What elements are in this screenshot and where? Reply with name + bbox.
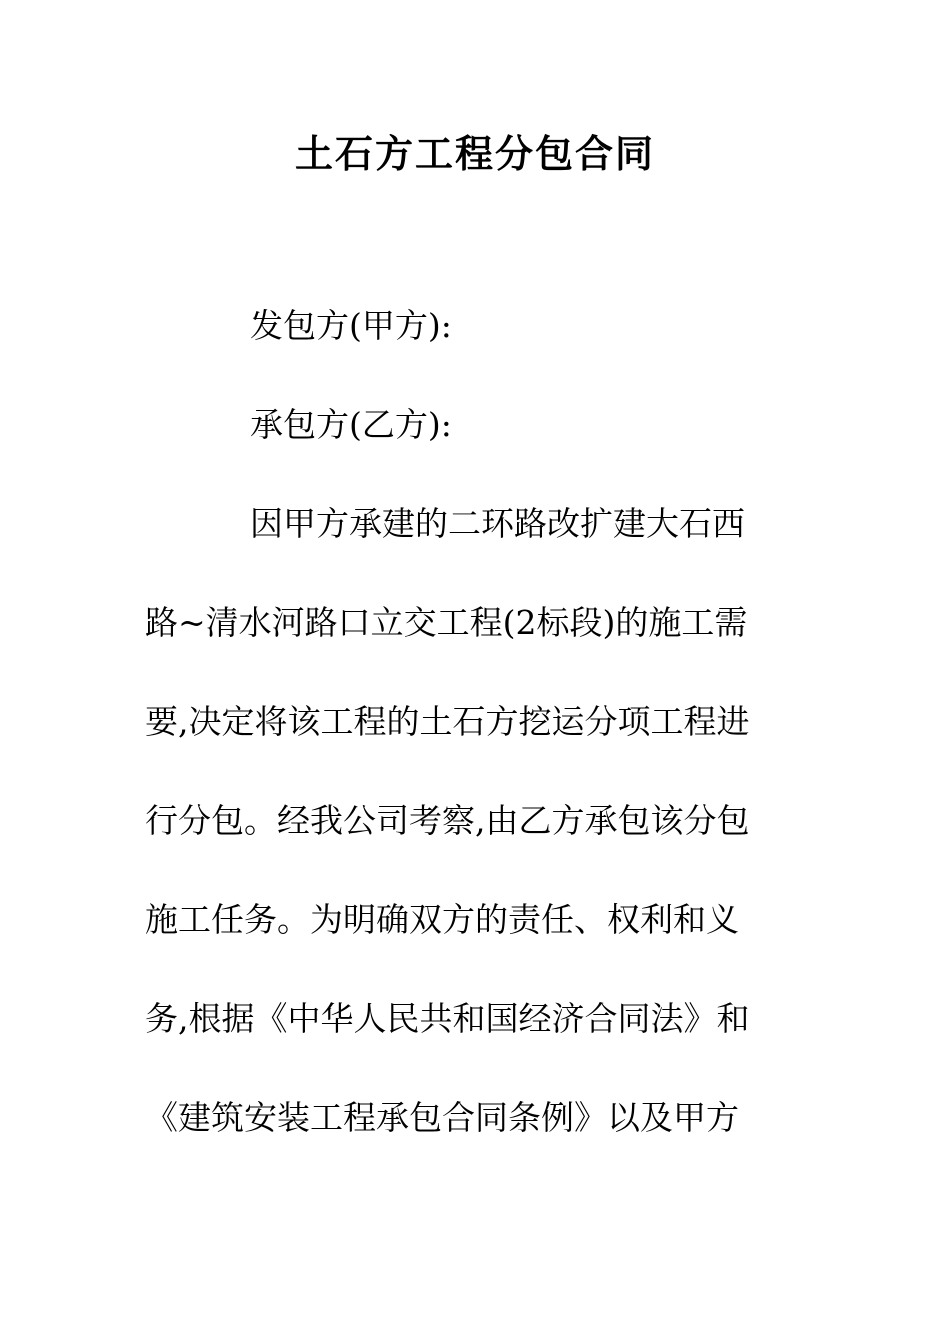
body-line-2: 路~清水河路口立交工程(2标段)的施工需	[145, 603, 748, 642]
party-b-label: 承包方(乙方):	[250, 405, 452, 444]
body-line-4: 行分包。经我公司考察,由乙方承包该分包	[145, 801, 750, 840]
party-a-label: 发包方(甲方):	[250, 306, 452, 345]
body-line-7: 《建筑安装工程承包合同条例》以及甲方	[145, 1098, 739, 1137]
body-line-5: 施工任务。为明确双方的责任、权利和义	[145, 900, 739, 939]
body-line-6: 务,根据《中华人民共和国经济合同法》和	[145, 999, 750, 1038]
document-title: 土石方工程分包合同	[294, 131, 655, 176]
body-line-3: 要,决定将该工程的土石方挖运分项工程进	[145, 702, 750, 741]
body-line-1: 因甲方承建的二环路改扩建大石西	[250, 504, 745, 543]
